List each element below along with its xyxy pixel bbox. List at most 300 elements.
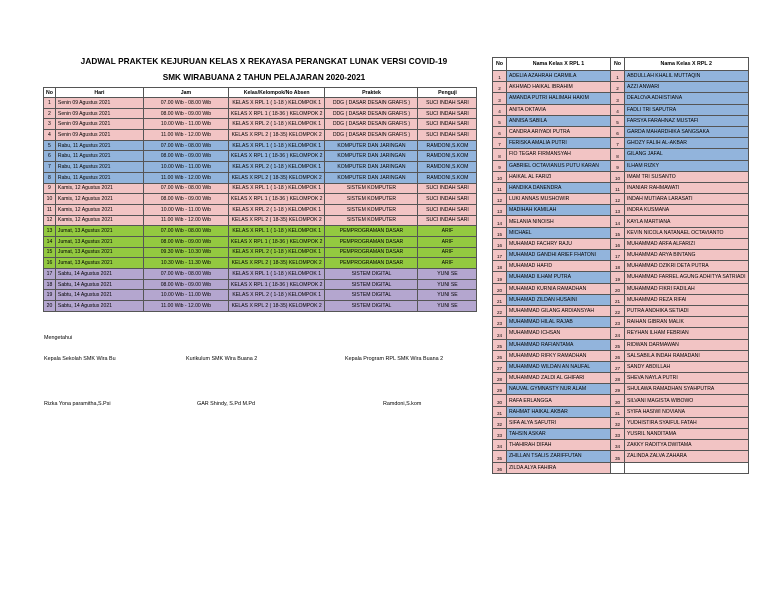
roster-cell-no1: 20 [493, 283, 507, 294]
roster-cell-no2: 19 [611, 272, 625, 283]
roster-cell-name1: MUHAMMAD WILDAN AN NAUFAL [507, 361, 611, 372]
schedule-cell-penguji: SUCI INDAH SARI [418, 183, 477, 194]
schedule-cell-no: 4 [44, 130, 56, 141]
roster-cell-name2: SALSABILA INDAH RAMADANI [625, 350, 749, 361]
schedule-cell-kelas: KELAS X RPL 2 ( 18-35) KELOMPOK 2 [228, 301, 325, 312]
roster-cell-no1: 3 [493, 93, 507, 104]
roster-cell-name2: ABDULLAH KHALIL MUTTAQIN [625, 71, 749, 82]
roster-cell-name2: MUHAMMAD FARREL AGUNG ADHITYA SATRIADI [625, 272, 749, 283]
roster-cell-no1: 36 [493, 462, 507, 473]
schedule-cell-penguji: SUCI INDAH SARI [418, 194, 477, 205]
roster-cell-name1: ADELIA AZAHRAH CARMILA [507, 71, 611, 82]
schedule-cell-no: 14 [44, 236, 56, 247]
schedule-cell-hari: Rabu, 11 Agustus 2021 [55, 140, 143, 151]
roster-cell-no1: 19 [493, 272, 507, 283]
roster-cell-name1: CANDRA ARIYADI PUTRA [507, 126, 611, 137]
schedule-cell-no: 1 [44, 98, 56, 109]
schedule-cell-jam: 11.00 Wib - 12.00 Wib [143, 301, 228, 312]
schedule-cell-kelas: KELAS X RPL 2 ( 18-35) KELOMPOK 2 [228, 172, 325, 183]
roster-cell-name2: ILHAM RIZKY [625, 160, 749, 171]
schedule-cell-kelas: KELAS X RPL 1 ( 18-36 ) KELOMPOK 2 [228, 194, 325, 205]
roster-header-rpl2: Nama Kelas X RPL 2 [625, 58, 749, 71]
list-item [493, 462, 749, 473]
schedule-cell-praktek: SISTEM KOMPUTER [325, 194, 418, 205]
roster-cell-name2: SHULAWA RAMADHAN SYAHPUTRA [625, 384, 749, 395]
header-hari: Hari [55, 88, 143, 98]
roster-cell-no2: 2 [611, 82, 625, 93]
roster-header-no2: No [611, 58, 625, 71]
schedule-cell-penguji: YUNI SE [418, 269, 477, 280]
roster-cell-name2: GARDA MAHARDHIKA SANGSAKA [625, 126, 749, 137]
schedule-cell-jam: 08.00 Wib - 09.00 Wib [143, 194, 228, 205]
roster-cell-name1: SIFA ALYA SAFUTRI [507, 417, 611, 428]
schedule-cell-praktek: KOMPUTER DAN JARINGAN [325, 151, 418, 162]
roster-cell-name2: AZZI ANWARI [625, 82, 749, 93]
schedule-cell-hari: Kamis, 12 Agustus 2021 [55, 215, 143, 226]
roster-cell-no2: 21 [611, 294, 625, 305]
roster-cell-name2: SHEVA NAYLA PUTRI [625, 373, 749, 384]
table-row [44, 140, 477, 151]
roster-cell-no2: 26 [611, 350, 625, 361]
schedule-cell-hari: Sabtu, 14 Agustus 2021 [55, 290, 143, 301]
schedule-cell-no: 12 [44, 215, 56, 226]
schedule-cell-hari: Sabtu, 14 Agustus 2021 [55, 269, 143, 280]
roster-cell-no1: 23 [493, 317, 507, 328]
schedule-cell-kelas: KELAS X RPL 2 ( 1-18 ) KELOMPOK 1 [228, 290, 325, 301]
roster-cell-no1: 24 [493, 328, 507, 339]
list-item [493, 317, 749, 328]
list-item [493, 115, 749, 126]
roster-cell-name1: ZILDA ALYA FAHIRA [507, 462, 611, 473]
table-row [44, 183, 477, 194]
roster-cell-no2: 23 [611, 317, 625, 328]
schedule-cell-praktek: PEMPROGRAMAN DASAR [325, 258, 418, 269]
roster-cell-name2: GHOZY FALIH AL-AKBAR [625, 138, 749, 149]
schedule-cell-penguji: YUNI SE [418, 301, 477, 312]
table-row [44, 247, 477, 258]
table-row [44, 215, 477, 226]
list-item [493, 395, 749, 406]
table-row [44, 204, 477, 215]
schedule-cell-penguji: RAMDONI,S.KOM [418, 140, 477, 151]
list-item [493, 149, 749, 160]
list-item [493, 194, 749, 205]
roster-cell-no2: 35 [611, 451, 625, 462]
schedule-cell-kelas: KELAS X RPL 2 ( 1-18 ) KELOMPOK 1 [228, 247, 325, 258]
roster-cell-name1: TAHSIN ASKAR [507, 429, 611, 440]
roster-cell-name1: AMANDA PUTRI HALIMAH HAKIM [507, 93, 611, 104]
roster-cell-name2: INANIAR RAHMAWATI [625, 182, 749, 193]
schedule-cell-hari: Senin 09 Agustus 2021 [55, 98, 143, 109]
schedule-cell-praktek: SISTEM DIGITAL [325, 290, 418, 301]
table-row [44, 119, 477, 130]
schedule-table [43, 87, 477, 312]
schedule-cell-praktek: DDG ( DASAR DESAIN GRAFIS ) [325, 108, 418, 119]
roster-cell-name2: RAIHAN GIBRAN MALIK [625, 317, 749, 328]
list-item [493, 126, 749, 137]
roster-cell-name2: FARSYA FARAHNAZ MUSTAFI [625, 115, 749, 126]
schedule-cell-praktek: DDG ( DASAR DESAIN GRAFIS ) [325, 130, 418, 141]
table-row [44, 301, 477, 312]
roster-cell-no1: 7 [493, 138, 507, 149]
roster-cell-no2: 24 [611, 328, 625, 339]
list-item [493, 104, 749, 115]
roster-header-rpl1: Nama Kelas X RPL 1 [507, 58, 611, 71]
schedule-cell-no: 13 [44, 226, 56, 237]
table-row [44, 151, 477, 162]
roster-cell-name2: IMAM TRI SUSANTO [625, 171, 749, 182]
table-row [44, 226, 477, 237]
schedule-cell-praktek: SISTEM DIGITAL [325, 279, 418, 290]
list-item [493, 406, 749, 417]
schedule-cell-jam: 08.00 Wib - 09.00 Wib [143, 108, 228, 119]
roster-cell-name2: FADLI TRI SAPUTRA [625, 104, 749, 115]
schedule-cell-penguji: ARIF [418, 258, 477, 269]
roster-cell-name1: MUHAMAD GANDHI ARIEF FHATONI [507, 250, 611, 261]
roster-cell-name2: MUHAMMAD DZIKRI DETA PUTRA [625, 261, 749, 272]
schedule-cell-praktek: KOMPUTER DAN JARINGAN [325, 162, 418, 173]
schedule-cell-jam: 08.00 Wib - 09.00 Wib [143, 279, 228, 290]
schedule-cell-jam: 11.00 Wib - 12.00 Wib [143, 172, 228, 183]
schedule-cell-jam: 07.00 Wib - 08.00 Wib [143, 140, 228, 151]
roster-cell-no2: 31 [611, 406, 625, 417]
roster-cell-name2: MUHAMMAD ARYA BINTANG [625, 250, 749, 261]
schedule-cell-penguji: SUCI INDAH SARI [418, 108, 477, 119]
schedule-cell-no: 11 [44, 204, 56, 215]
roster-cell-no2 [611, 462, 625, 473]
roster-cell-name2: KAYLA MARTIANA [625, 216, 749, 227]
roster-cell-no1: 34 [493, 440, 507, 451]
kepsek-name: Rizka Yona paramitha,S.Psi [44, 401, 111, 407]
schedule-cell-praktek: PEMPROGRAMAN DASAR [325, 226, 418, 237]
roster-cell-no2: 10 [611, 171, 625, 182]
list-item [493, 451, 749, 462]
roster-cell-name2: MUHAMMAD FIKRI FADILAH [625, 283, 749, 294]
roster-cell-name2: RIDWAN DARMAWAN [625, 339, 749, 350]
roster-cell-no1: 11 [493, 182, 507, 193]
schedule-cell-kelas: KELAS X RPL 1 ( 1-18 ) KELOMPOK 1 [228, 98, 325, 109]
roster-cell-no1: 18 [493, 261, 507, 272]
schedule-cell-hari: Sabtu, 14 Agustus 2021 [55, 301, 143, 312]
roster-cell-name1: MUHAMAD ILHAM PUTRA [507, 272, 611, 283]
roster-cell-no1: 6 [493, 126, 507, 137]
schedule-cell-hari: Kamis, 12 Agustus 2021 [55, 204, 143, 215]
schedule-cell-no: 15 [44, 247, 56, 258]
roster-cell-no1: 1 [493, 71, 507, 82]
schedule-cell-no: 18 [44, 279, 56, 290]
schedule-cell-praktek: PEMPROGRAMAN DASAR [325, 247, 418, 258]
schedule-cell-penguji: ARIF [418, 226, 477, 237]
schedule-cell-penguji: ARIF [418, 247, 477, 258]
roster-cell-no1: 15 [493, 227, 507, 238]
schedule-cell-no: 17 [44, 269, 56, 280]
schedule-cell-jam: 08.00 Wib - 09.00 Wib [143, 236, 228, 247]
roster-cell-name2: ZALINDA ZALVA ZAHARA [625, 451, 749, 462]
roster-cell-name1: THAHIRAH DIFAH [507, 440, 611, 451]
list-item [493, 373, 749, 384]
roster-cell-no2: 18 [611, 261, 625, 272]
schedule-cell-praktek: SISTEM DIGITAL [325, 269, 418, 280]
list-item [493, 294, 749, 305]
schedule-cell-hari: Jumat, 13 Agustus 2021 [55, 226, 143, 237]
schedule-cell-jam: 11.00 Wib - 12.00 Wib [143, 215, 228, 226]
table-row [44, 236, 477, 247]
schedule-cell-no: 7 [44, 162, 56, 173]
list-item [493, 182, 749, 193]
schedule-cell-praktek: SISTEM KOMPUTER [325, 183, 418, 194]
roster-cell-no2: 34 [611, 440, 625, 451]
schedule-cell-kelas: KELAS X RPL 1 ( 18-36 ) KELOMPOK 2 [228, 108, 325, 119]
roster-cell-no2: 7 [611, 138, 625, 149]
roster-cell-name1: AKHMAD HAIKAL IBRAHIM [507, 82, 611, 93]
list-item [493, 250, 749, 261]
roster-cell-name1: MELANIA NINOISH [507, 216, 611, 227]
roster-cell-name2: INDAH MUTIARA LARASATI [625, 194, 749, 205]
schedule-cell-kelas: KELAS X RPL 1 ( 1-18 ) KELOMPOK 1 [228, 183, 325, 194]
list-item [493, 272, 749, 283]
roster-cell-no2: 14 [611, 216, 625, 227]
roster-cell-no1: 26 [493, 350, 507, 361]
roster-cell-no2: 28 [611, 373, 625, 384]
list-item [493, 283, 749, 294]
list-item [493, 160, 749, 171]
list-item [493, 227, 749, 238]
roster-cell-name2: GILANG JAFAL [625, 149, 749, 160]
schedule-cell-hari: Senin 09 Agustus 2021 [55, 130, 143, 141]
list-item [493, 171, 749, 182]
schedule-cell-hari: Sabtu, 14 Agustus 2021 [55, 279, 143, 290]
kepsek-role: Kepala Sekolah SMK Wira Bu [44, 356, 116, 362]
schedule-cell-no: 20 [44, 301, 56, 312]
roster-cell-no2: 15 [611, 227, 625, 238]
roster-cell-no2: 17 [611, 250, 625, 261]
roster-cell-name2: SILVANI MAGISTA WIBOWO [625, 395, 749, 406]
roster-cell-name2 [625, 462, 749, 473]
schedule-cell-hari: Rabu, 11 Agustus 2021 [55, 172, 143, 183]
roster-cell-name1: MUHAMMAD ICHSAN [507, 328, 611, 339]
list-item [493, 93, 749, 104]
roster-cell-name1: LUKI ANNAS MUSHOWIR [507, 194, 611, 205]
schedule-cell-hari: Jumat, 13 Agustus 2021 [55, 258, 143, 269]
table-row [44, 269, 477, 280]
list-item [493, 429, 749, 440]
table-row [44, 130, 477, 141]
roster-cell-no2: 25 [611, 339, 625, 350]
roster-cell-name1: FIO TEGAR FIRMANSYAH [507, 149, 611, 160]
schedule-cell-praktek: KOMPUTER DAN JARINGAN [325, 172, 418, 183]
roster-cell-name1: MUHAMMAD GILANG ARDIANSYAH [507, 305, 611, 316]
schedule-cell-penguji: YUNI SE [418, 279, 477, 290]
schedule-cell-penguji: SUCI INDAH SARI [418, 215, 477, 226]
roster-cell-name1: ZHILLAN TSALIS ZARIFFUTAN [507, 451, 611, 462]
roster-cell-name1: MUHAMAD HAFID [507, 261, 611, 272]
schedule-cell-no: 16 [44, 258, 56, 269]
roster-header-no1: No [493, 58, 507, 71]
roster-cell-no2: 12 [611, 194, 625, 205]
roster-cell-name2: ZAKKY RADITYA DWITAMA [625, 440, 749, 451]
schedule-cell-penguji: RAMDONI,S.KOM [418, 162, 477, 173]
schedule-cell-jam: 11.00 Wib - 12.00 Wib [143, 130, 228, 141]
schedule-cell-kelas: KELAS X RPL 1 ( 18-36 ) KELOMPOK 2 [228, 236, 325, 247]
list-item [493, 361, 749, 372]
roster-cell-no2: 27 [611, 361, 625, 372]
schedule-cell-jam: 10.00 Wib - 11.00 Wib [143, 290, 228, 301]
list-item [493, 417, 749, 428]
kurikulum-role: Kurikulum SMK Wira Buana 2 [186, 356, 258, 362]
schedule-cell-jam: 07.00 Wib - 08.00 Wib [143, 98, 228, 109]
roster-cell-no2: 30 [611, 395, 625, 406]
roster-cell-no1: 29 [493, 384, 507, 395]
roster-cell-no1: 17 [493, 250, 507, 261]
schedule-cell-kelas: KELAS X RPL 1 ( 1-18 ) KELOMPOK 1 [228, 269, 325, 280]
table-row [44, 194, 477, 205]
roster-cell-name1: MUHAMAD ZILDAN HUSAINI [507, 294, 611, 305]
roster-cell-name2: YUSRIL NANDITAMA [625, 429, 749, 440]
schedule-cell-no: 9 [44, 183, 56, 194]
roster-cell-no1: 12 [493, 194, 507, 205]
roster-cell-no2: 13 [611, 205, 625, 216]
roster-cell-no1: 14 [493, 216, 507, 227]
schedule-cell-no: 3 [44, 119, 56, 130]
schedule-cell-praktek: DDG ( DASAR DESAIN GRAFIS ) [325, 98, 418, 109]
schedule-cell-no: 8 [44, 172, 56, 183]
roster-cell-no1: 28 [493, 373, 507, 384]
list-item [493, 82, 749, 93]
schedule-cell-jam: 07.00 Wib - 08.00 Wib [143, 269, 228, 280]
roster-cell-no2: 29 [611, 384, 625, 395]
list-item [493, 205, 749, 216]
roster-cell-name2: DEALOVA ADHISTIANA [625, 93, 749, 104]
table-row [44, 258, 477, 269]
table-row [44, 290, 477, 301]
list-item [493, 216, 749, 227]
schedule-cell-no: 2 [44, 108, 56, 119]
kaprog-name: Ramdoni,S.kom [383, 401, 422, 407]
roster-cell-no1: 9 [493, 160, 507, 171]
roster-cell-no1: 4 [493, 104, 507, 115]
table-row [44, 98, 477, 109]
schedule-cell-no: 5 [44, 140, 56, 151]
roster-cell-name2: MUHAMMAD REZA RIFAI [625, 294, 749, 305]
roster-cell-name2: PUTRA ANDHIKA SETIADI [625, 305, 749, 316]
roster-cell-name1: MUHAMMAD RIFKY RAMADHAN [507, 350, 611, 361]
roster-cell-name1: MUHAMAD FACHRY RAJU [507, 238, 611, 249]
schedule-cell-jam: 10.30 Wib - 11.30 Wib [143, 258, 228, 269]
roster-cell-name1: MUHAMAD KURNIA RAMADHAN [507, 283, 611, 294]
roster-cell-no2: 22 [611, 305, 625, 316]
roster-cell-no1: 30 [493, 395, 507, 406]
schedule-cell-jam: 07.00 Wib - 08.00 Wib [143, 183, 228, 194]
roster-cell-no1: 33 [493, 429, 507, 440]
roster-cell-no1: 16 [493, 238, 507, 249]
header-no: No [44, 88, 56, 98]
list-item [493, 339, 749, 350]
schedule-cell-hari: Jumat, 13 Agustus 2021 [55, 247, 143, 258]
roster-cell-no2: 33 [611, 429, 625, 440]
roster-cell-name1: MUHAMMAD RAFIANTAMA [507, 339, 611, 350]
roster-cell-no2: 16 [611, 238, 625, 249]
schedule-cell-penguji: RAMDONI,S.KOM [418, 172, 477, 183]
header-jam: Jam [143, 88, 228, 98]
header-kelas: Kelas/Kelompok/No Absen [228, 88, 325, 98]
schedule-cell-hari: Kamis, 12 Agustus 2021 [55, 194, 143, 205]
schedule-cell-no: 6 [44, 151, 56, 162]
school-year-title: SMK WIRABUANA 2 TAHUN PELAJARAN 2020-2021 [162, 73, 366, 82]
roster-cell-name2: SANDY ABDILLAH [625, 361, 749, 372]
schedule-title: JADWAL PRAKTEK KEJURUAN KELAS X REKAYASA PERANGKAT LUNAK VERSI COVID-19 [80, 57, 448, 66]
roster-cell-no2: 3 [611, 93, 625, 104]
list-item [493, 350, 749, 361]
list-item [493, 261, 749, 272]
table-row [44, 108, 477, 119]
schedule-cell-hari: Rabu, 11 Agustus 2021 [55, 162, 143, 173]
schedule-cell-kelas: KELAS X RPL 2 ( 18-35) KELOMPOK 2 [228, 258, 325, 269]
schedule-cell-kelas: KELAS X RPL 1 ( 18-36 ) KELOMPOK 2 [228, 151, 325, 162]
schedule-cell-penguji: SUCI INDAH SARI [418, 119, 477, 130]
roster-cell-no1: 13 [493, 205, 507, 216]
roster-cell-no2: 20 [611, 283, 625, 294]
schedule-cell-praktek: PEMPROGRAMAN DASAR [325, 236, 418, 247]
roster-cell-name1: GABRIEL OCTAVIANUS PUTU KARAN [507, 160, 611, 171]
roster-cell-no2: 1 [611, 71, 625, 82]
schedule-cell-kelas: KELAS X RPL 2 ( 1-18 ) KELOMPOK 1 [228, 204, 325, 215]
schedule-cell-penguji: ARIF [418, 236, 477, 247]
schedule-cell-penguji: RAMDONI,S.KOM [418, 151, 477, 162]
roster-cell-no2: 4 [611, 104, 625, 115]
header-penguji: Penguji [418, 88, 477, 98]
list-item [493, 440, 749, 451]
roster-cell-name1: RAHMAT HAIKAL AKBAR [507, 406, 611, 417]
roster-cell-no2: 5 [611, 115, 625, 126]
schedule-cell-kelas: KELAS X RPL 1 ( 1-18 ) KELOMPOK 1 [228, 140, 325, 151]
roster-cell-no1: 2 [493, 82, 507, 93]
roster-cell-no1: 8 [493, 149, 507, 160]
schedule-cell-kelas: KELAS X RPL 1 ( 1-18 ) KELOMPOK 1 [228, 226, 325, 237]
list-item [493, 305, 749, 316]
schedule-cell-no: 19 [44, 290, 56, 301]
roster-cell-no2: 8 [611, 149, 625, 160]
roster-cell-no2: 32 [611, 417, 625, 428]
roster-cell-no1: 35 [493, 451, 507, 462]
roster-cell-name1: MUHAMMAD HILAL RAJAB [507, 317, 611, 328]
roster-cell-name2: MUHAMMAD ARFA ALFARIZI [625, 238, 749, 249]
roster-cell-name1: NAUVAL GYMNASTY NUR ALAM [507, 384, 611, 395]
roster-cell-name1: MUHAMMAD ZALDI AL GHIFARI [507, 373, 611, 384]
schedule-cell-penguji: SUCI INDAH SARI [418, 130, 477, 141]
roster-cell-no1: 10 [493, 171, 507, 182]
schedule-cell-jam: 08.00 Wib - 09.00 Wib [143, 151, 228, 162]
schedule-cell-jam: 07.00 Wib - 08.00 Wib [143, 226, 228, 237]
schedule-body [44, 98, 477, 312]
mengetahui-label: Mengetahui [44, 335, 73, 341]
table-row [44, 172, 477, 183]
roster-cell-name1: MICHAEL [507, 227, 611, 238]
schedule-cell-praktek: SISTEM KOMPUTER [325, 215, 418, 226]
schedule-cell-jam: 10.00 Wib - 11.00 Wib [143, 204, 228, 215]
schedule-cell-hari: Kamis, 12 Agustus 2021 [55, 183, 143, 194]
roster-header-row [493, 58, 749, 71]
roster-cell-name1: RAFA ERLANGGA [507, 395, 611, 406]
roster-cell-name1: ANNISA SABILA [507, 115, 611, 126]
schedule-cell-kelas: KELAS X RPL 2 ( 18-35) KELOMPOK 2 [228, 215, 325, 226]
schedule-cell-kelas: KELAS X RPL 1 ( 18-36 ) KELOMPOK 2 [228, 279, 325, 290]
roster-cell-name1: MADIHAH KAMILAH [507, 205, 611, 216]
schedule-header-row [44, 88, 477, 98]
list-item [493, 71, 749, 82]
list-item [493, 384, 749, 395]
roster-cell-name2: KEVIN NICOLA NATANAEL OCTAVIANTO [625, 227, 749, 238]
roster-cell-no1: 22 [493, 305, 507, 316]
